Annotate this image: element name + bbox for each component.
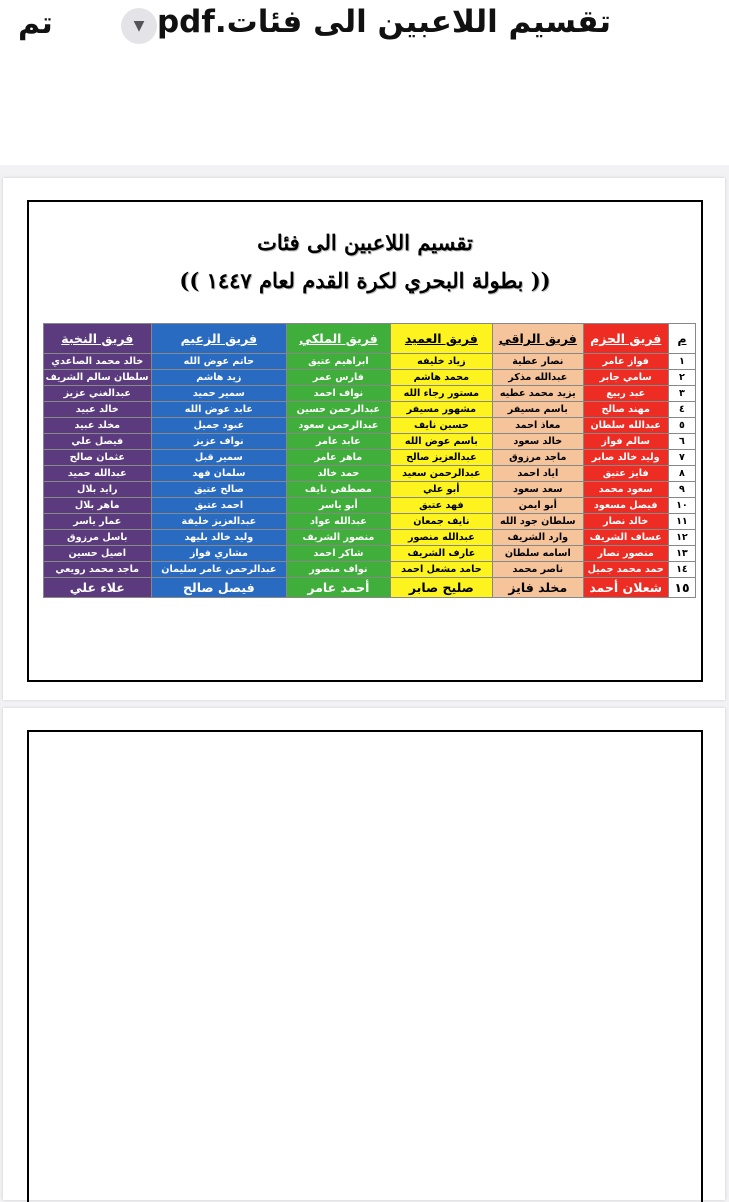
player-cell: أبو ايمن [493, 498, 583, 514]
number-column-header: م [668, 324, 695, 354]
top-bar [0, 0, 729, 165]
player-cell: ماهر بلال [44, 498, 152, 514]
team-header: فريق الحزم [583, 324, 668, 354]
player-cell: سعود محمد [583, 482, 668, 498]
player-cell: عبدالرحمن سعيد [390, 466, 492, 482]
player-cell: وارد الشريف [493, 530, 583, 546]
player-cell: عساف الشريف [583, 530, 668, 546]
table-row [44, 546, 696, 562]
row-number: ٤ [668, 402, 695, 418]
player-cell: عبد ربيع [583, 386, 668, 402]
player-cell: عبدالله عواد [287, 514, 390, 530]
row-number: ٧ [668, 450, 695, 466]
player-cell: فهد عتيق [390, 498, 492, 514]
player-cell: حمد خالد [287, 466, 390, 482]
player-cell: نصار عطية [493, 354, 583, 370]
player-cell: عمار ياسر [44, 514, 152, 530]
player-cell: سمير قبل [151, 450, 287, 466]
player-cell: سلمان فهد [151, 466, 287, 482]
player-cell: منصور الشريف [287, 530, 390, 546]
team-header: فريق الملكي [287, 324, 390, 354]
player-cell: عابد عوض الله [151, 402, 287, 418]
row-number: ٥ [668, 418, 695, 434]
player-cell: رايد بلال [44, 482, 152, 498]
player-cell: فايز عتيق [583, 466, 668, 482]
player-cell: معاذ احمد [493, 418, 583, 434]
team-header: فريق النخبة [44, 324, 152, 354]
chevron-down-icon[interactable]: ▼ [121, 8, 157, 44]
table-row [44, 386, 696, 402]
player-cell: عبود جميل [151, 418, 287, 434]
player-cell: اياد احمد [493, 466, 583, 482]
player-cell: مشهور مسيفر [390, 402, 492, 418]
row-number: ٩ [668, 482, 695, 498]
player-cell: عبدالله سلطان [583, 418, 668, 434]
player-cell: باسم عوض الله [390, 434, 492, 450]
player-cell: عارف الشريف [390, 546, 492, 562]
player-cell: صالح عتيق [151, 482, 287, 498]
player-cell: فيصل علي [44, 434, 152, 450]
player-cell: سالم فواز [583, 434, 668, 450]
table-row [44, 370, 696, 386]
player-cell: عبدالله منصور [390, 530, 492, 546]
row-number: ١ [668, 354, 695, 370]
table-row [44, 418, 696, 434]
player-cell: عبدالعزيز خليفة [151, 514, 287, 530]
table-row [44, 514, 696, 530]
table-row [44, 498, 696, 514]
player-cell: نواف احمد [287, 386, 390, 402]
player-cell: ماجد مرزوق [493, 450, 583, 466]
row-number: ١٤ [668, 562, 695, 578]
player-cell: يزيد محمد عطيه [493, 386, 583, 402]
player-cell: مصطفى نايف [287, 482, 390, 498]
player-cell: أبو علي [390, 482, 492, 498]
table-row [44, 562, 696, 578]
player-cell: عبدالرحمن عامر سليمان [151, 562, 287, 578]
player-cell: سلطان سالم الشريف [44, 370, 152, 386]
player-cell: نواف عزيز [151, 434, 287, 450]
player-cell: عبدالله حميد [44, 466, 152, 482]
page-frame [27, 200, 703, 682]
page-frame [27, 730, 703, 1202]
player-cell: اصيل حسين [44, 546, 152, 562]
row-number: ٨ [668, 466, 695, 482]
player-cell: محمد هاشم [390, 370, 492, 386]
player-cell: منصور نصار [583, 546, 668, 562]
document-subheading: (( بطولة البحري لكرة القدم لعام ١٤٤٧ )) [179, 268, 551, 293]
done-button[interactable]: تم [18, 6, 53, 41]
player-cell: ماهر عامر [287, 450, 390, 466]
row-number: ١١ [668, 514, 695, 530]
player-cell: صليح صابر [390, 578, 492, 598]
player-cell: ابراهيم عتيق [287, 354, 390, 370]
row-number: ١٢ [668, 530, 695, 546]
player-cell: سمير حميد [151, 386, 287, 402]
player-cell: حسين نايف [390, 418, 492, 434]
document-title[interactable]: تقسيم اللاعبين الى فئات.pdf [156, 4, 611, 40]
player-cell: شعلان أحمد [583, 578, 668, 598]
team-header: فريق العميد [390, 324, 492, 354]
player-cell: عابد عامر [287, 434, 390, 450]
table-row [44, 466, 696, 482]
pdf-page-1 [3, 178, 725, 700]
table-header-row [44, 324, 696, 354]
player-cell: فيصل مسعود [583, 498, 668, 514]
pdf-page-2 [3, 708, 725, 1200]
player-cell: زياد خليفه [390, 354, 492, 370]
table-row [44, 578, 696, 598]
player-cell: خالد عبيد [44, 402, 152, 418]
player-cell: نايف جمعان [390, 514, 492, 530]
player-cell: سامي جابر [583, 370, 668, 386]
player-cell: فواز عامر [583, 354, 668, 370]
player-cell: خالد نصار [583, 514, 668, 530]
table-row [44, 402, 696, 418]
row-number: ٦ [668, 434, 695, 450]
player-cell: مخلد فايز [493, 578, 583, 598]
player-cell: مهند صالح [583, 402, 668, 418]
player-cell: فارس عمر [287, 370, 390, 386]
table-row [44, 450, 696, 466]
table-row [44, 354, 696, 370]
player-cell: زيد هاشم [151, 370, 287, 386]
player-cell: عبدالعزيز صالح [390, 450, 492, 466]
row-number: ١٠ [668, 498, 695, 514]
player-cell: باسم مسيفر [493, 402, 583, 418]
player-cell: حامد مشعل احمد [390, 562, 492, 578]
player-cell: عثمان صالح [44, 450, 152, 466]
team-header: فريق الزعيم [151, 324, 287, 354]
player-cell: وليد خالد صابر [583, 450, 668, 466]
teams-table [43, 323, 696, 598]
player-cell: مشاري فواز [151, 546, 287, 562]
player-cell: شاكر احمد [287, 546, 390, 562]
player-cell: فيصل صالح [151, 578, 287, 598]
player-cell: مخلد عبيد [44, 418, 152, 434]
player-cell: عبدالله مذكر [493, 370, 583, 386]
player-cell: خالد محمد الصاعدي [44, 354, 152, 370]
player-cell: عبدالرحمن حسين [287, 402, 390, 418]
table-row [44, 530, 696, 546]
player-cell: نواف منصور [287, 562, 390, 578]
player-cell: باسل مرزوق [44, 530, 152, 546]
player-cell: حاتم عوض الله [151, 354, 287, 370]
player-cell: علاء علي [44, 578, 152, 598]
player-cell: وليد خالد بليهد [151, 530, 287, 546]
row-number: ١٣ [668, 546, 695, 562]
player-cell: سلطان جود الله [493, 514, 583, 530]
team-header: فريق الراقي [493, 324, 583, 354]
row-number: ٣ [668, 386, 695, 402]
row-number: ١٥ [668, 578, 695, 598]
player-cell: أحمد عامر [287, 578, 390, 598]
player-cell: أبو ياسر [287, 498, 390, 514]
player-cell: مستور رجاء الله [390, 386, 492, 402]
document-heading: تقسيم اللاعبين الى فئات [257, 230, 473, 255]
player-cell: عبدالغني عزيز [44, 386, 152, 402]
player-cell: خالد سعود [493, 434, 583, 450]
table-row [44, 434, 696, 450]
table-row [44, 482, 696, 498]
player-cell: عبدالرحمن سعود [287, 418, 390, 434]
player-cell: حمد محمد جميل [583, 562, 668, 578]
player-cell: ناصر محمد [493, 562, 583, 578]
player-cell: ماجد محمد رويعي [44, 562, 152, 578]
row-number: ٢ [668, 370, 695, 386]
player-cell: سعد سعود [493, 482, 583, 498]
player-cell: اسامه سلطان [493, 546, 583, 562]
player-cell: احمد عتيق [151, 498, 287, 514]
